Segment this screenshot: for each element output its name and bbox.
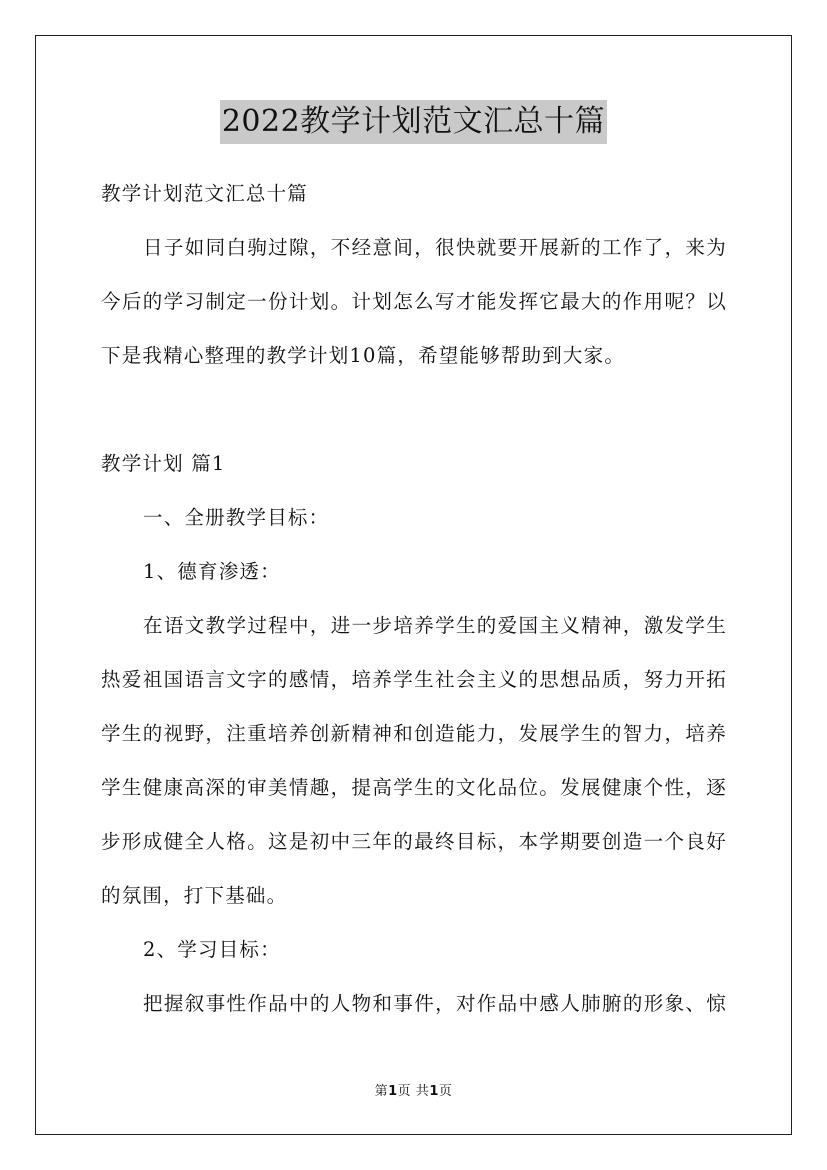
footer-mid: 页 共 xyxy=(397,1084,430,1099)
para-line-6: 的氛围，打下基础。 xyxy=(101,884,288,907)
para-line-3: 学生的视野，注重培养创新精神和创造能力，发展学生的智力，培养 xyxy=(101,722,727,745)
document-title: 2022教学计划范文汇总十篇 xyxy=(220,100,607,144)
intro-line-2: 今后的学习制定一份计划。计划怎么写才能发挥它最大的作用呢？以 xyxy=(101,290,727,313)
footer-page-total: 1 xyxy=(429,1084,439,1099)
intro-line-1: 日子如同白驹过隙，不经意间，很快就要开展新的工作了，来为 xyxy=(143,236,727,259)
list-item-goals: 一、全册教学目标： xyxy=(143,506,330,529)
section-heading: 教学计划 篇1 xyxy=(101,452,226,475)
para-line-1: 在语文教学过程中，进一步培养学生的爱国主义精神，激发学生 xyxy=(143,614,727,637)
footer-page-current: 1 xyxy=(388,1084,398,1099)
document-subtitle: 教学计划范文汇总十篇 xyxy=(101,182,309,205)
para-last-line: 把握叙事性作品中的人物和事件，对作品中感人肺腑的形象、惊 xyxy=(143,992,727,1015)
list-item-moral: 1、德育渗透： xyxy=(143,560,281,583)
title-container xyxy=(0,100,827,144)
page-footer xyxy=(0,1083,827,1101)
para-line-5: 步形成健全人格。这是初中三年的最终目标，本学期要创造一个良好 xyxy=(101,830,727,853)
footer-prefix: 第 xyxy=(374,1084,389,1099)
intro-line-3: 下是我精心整理的教学计划10篇，希望能够帮助到大家。 xyxy=(101,344,626,367)
list-item-learning: 2、学习目标： xyxy=(143,938,281,961)
para-line-2: 热爱祖国语言文字的感情，培养学生社会主义的思想品质，努力开拓 xyxy=(101,668,727,691)
footer-suffix: 页 xyxy=(438,1084,453,1099)
para-line-4: 学生健康高深的审美情趣，提高学生的文化品位。发展健康个性，逐 xyxy=(101,776,727,799)
